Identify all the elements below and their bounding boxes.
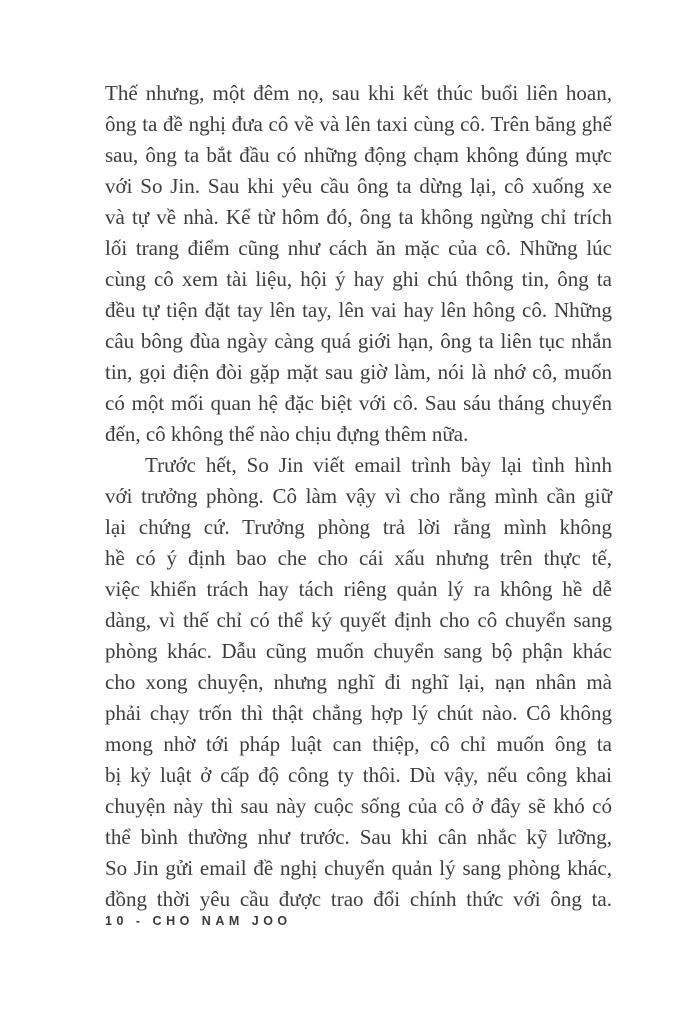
text-line: chuyện này thì sau này cuộc sống của cô ở đây sẽ khó có — [105, 794, 612, 818]
text-line: với So Jin. Sau khi yêu cầu ông ta dừng lại, cô xuống xe — [105, 174, 612, 198]
paragraph — [105, 450, 612, 915]
text-line: tin, gọi điện đòi gặp mặt sau giờ làm, nói là nhớ cô, muốn — [105, 360, 612, 384]
page-footer — [105, 914, 292, 928]
text-line: phải chạy trốn thì thật chẳng hợp lý chút nào. Cô không — [105, 701, 612, 725]
text-line: cùng cô xem tài liệu, hội ý hay ghi chú thông tin, ông ta — [105, 267, 612, 291]
text-line: Trước hết, So Jin viết email trình bày lại tình hình — [145, 453, 612, 477]
text-line: cho xong chuyện, nhưng nghĩ đi nghĩ lại, nạn nhân mà — [105, 670, 612, 694]
text-line: thể bình thường như trước. Sau khi cân nhắc kỹ lưỡng, — [105, 825, 612, 849]
text-line: đồng thời yêu cầu được trao đổi chính thức với ông ta. — [105, 887, 612, 911]
text-line: Thế nhưng, một đêm nọ, sau khi kết thúc buổi liên hoan, — [105, 81, 612, 105]
text-line: phòng khác. Dẫu cũng muốn chuyển sang bộ phận khác — [105, 639, 612, 663]
text-line: câu bông đùa ngày càng quá giới hạn, ông ta liên tục nhắn — [105, 329, 612, 353]
footer-separator: - — [135, 914, 145, 928]
text-line: ông ta đề nghị đưa cô về và lên taxi cùng cô. Trên băng ghế — [105, 112, 612, 136]
text-line: sau, ông ta bắt đầu có những động chạm không đúng mực — [105, 143, 612, 167]
page-number: 10 — [105, 914, 128, 928]
text-line: và tự về nhà. Kể từ hôm đó, ông ta không ngừng chỉ trích — [105, 205, 612, 229]
text-line: lại chứng cứ. Trưởng phòng trả lời rằng mình không — [105, 515, 612, 539]
text-line: So Jin gửi email đề nghị chuyển quản lý sang phòng khác, — [105, 856, 612, 880]
text-line: bị kỷ luật ở cấp độ công ty thôi. Dù vậy, nếu công khai — [105, 763, 612, 787]
paragraph — [105, 78, 612, 450]
text-line: hề có ý định bao che cho cái xấu nhưng trên thực tế, — [105, 546, 612, 570]
text-line: với trưởng phòng. Cô làm vậy vì cho rằng mình cần giữ — [105, 484, 612, 508]
footer-author: CHO NAM JOO — [152, 914, 292, 928]
text-line: đều tự tiện đặt tay lên tay, lên vai hay lên hông cô. Những — [105, 298, 612, 322]
body-text — [105, 78, 612, 915]
text-line: dàng, vì thế chỉ có thể ký quyết định cho cô chuyển sang — [105, 608, 612, 632]
text-line: đến, cô không thể nào chịu đựng thêm nữa. — [105, 422, 469, 446]
text-line: có một mối quan hệ đặc biệt với cô. Sau sáu tháng chuyển — [105, 391, 612, 415]
text-line: mong nhờ tới pháp luật can thiệp, cô chỉ muốn ông ta — [105, 732, 612, 756]
text-line: lối trang điểm cũng như cách ăn mặc của cô. Những lúc — [105, 236, 612, 260]
text-line: việc khiển trách hay tách riêng quản lý ra không hề dễ — [105, 577, 612, 601]
